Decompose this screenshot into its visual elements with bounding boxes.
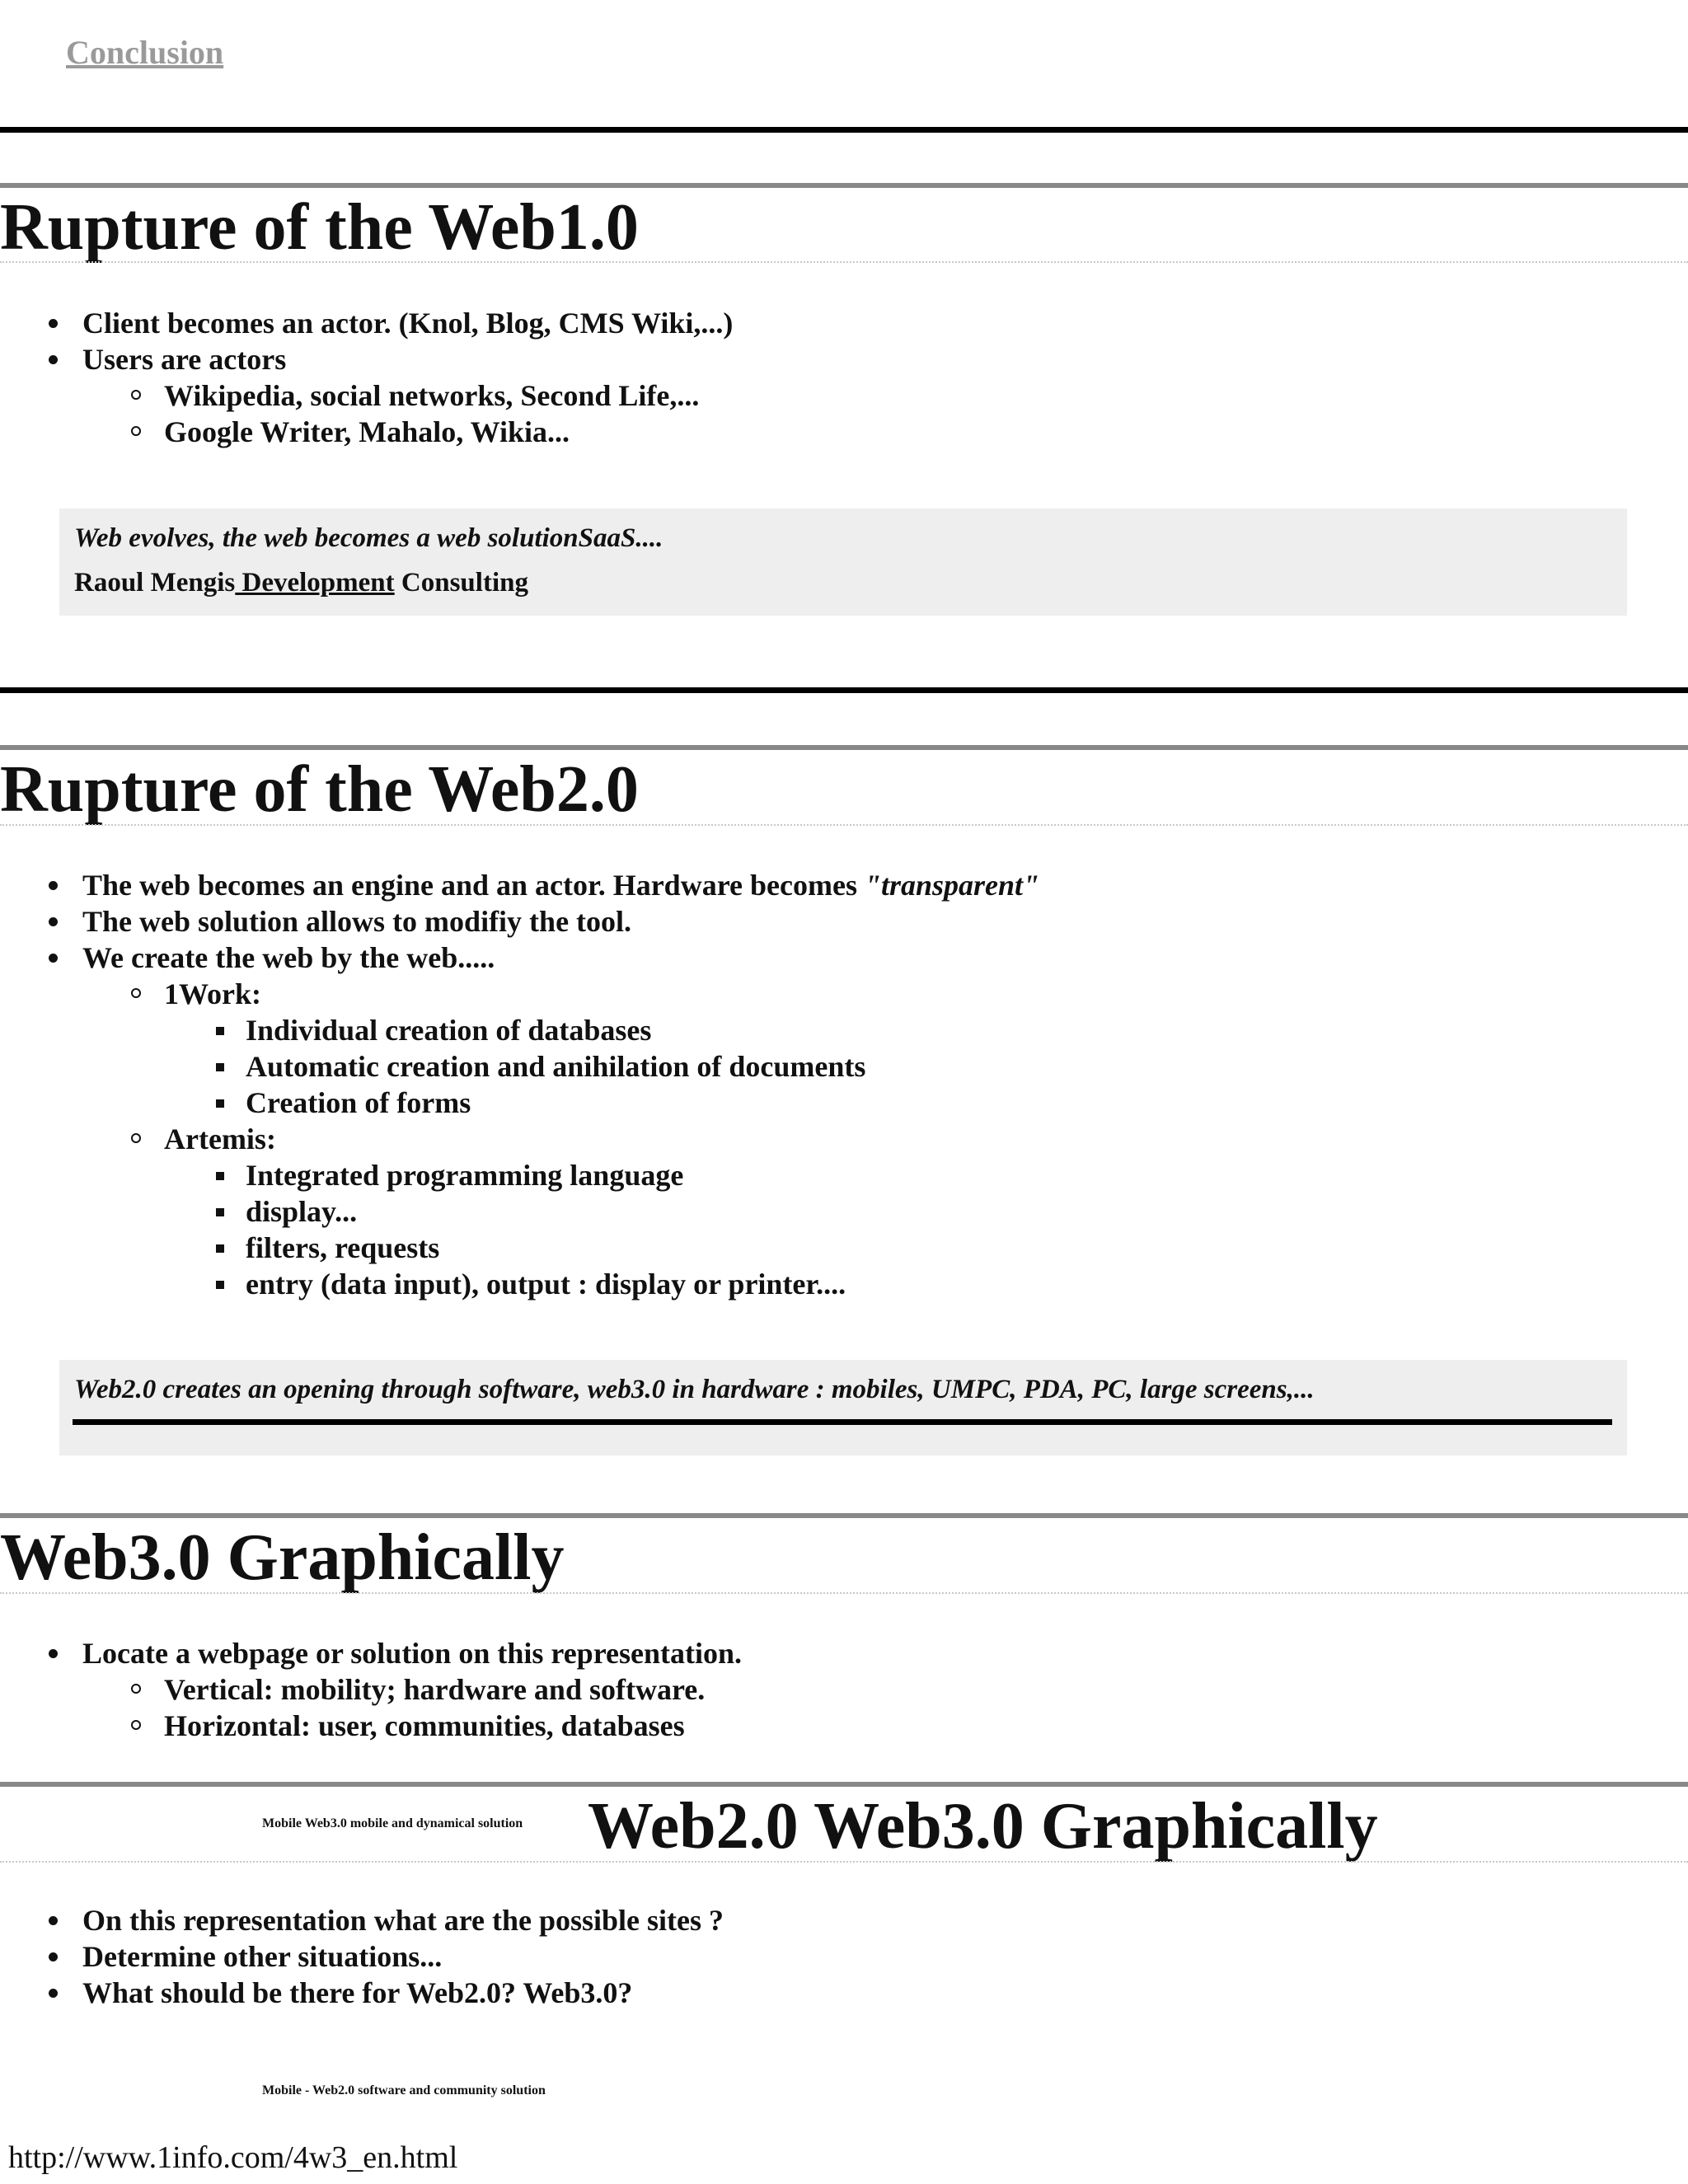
bullet-disc-icon <box>49 954 58 963</box>
heading-top-rule <box>0 183 1688 188</box>
bullet-disc-icon <box>49 1649 58 1658</box>
sub-list-item: Google Writer, Mahalo, Wikia... <box>0 414 1688 450</box>
bullet-disc-icon <box>49 1952 58 1961</box>
sub-sub-list-item: filters, requests <box>0 1230 1688 1266</box>
image-alt-caption: Mobile - Web2.0 software and community solution <box>262 2083 546 2097</box>
blockquote-web2 <box>59 1360 1627 1455</box>
web2-web3-list <box>0 1902 1688 2011</box>
bullet-square-icon <box>216 1281 224 1289</box>
section-divider <box>0 687 1688 693</box>
quote-text: Web2.0 creates an opening through software, web3.0 in hardware : mobiles, UMPC, PDA, PC, large screens,... <box>74 1375 1315 1404</box>
sub-sub-list-item: Creation of forms <box>0 1085 1688 1121</box>
development-link[interactable]: Development <box>235 568 395 598</box>
list-item: Client becomes an actor. (Knol, Blog, CMS Wiki,...) <box>0 305 1688 341</box>
web1-list <box>0 305 1688 450</box>
heading-top-rule <box>0 745 1688 750</box>
section-title-web2: Rupture of the Web2.0 <box>0 753 639 826</box>
heading-bottom-rule <box>0 824 1688 826</box>
bullet-square-icon <box>216 1172 224 1180</box>
image-alt-caption: Mobile Web3.0 mobile and dynamical solution <box>262 1816 523 1830</box>
heading-bottom-rule <box>0 1861 1688 1863</box>
list-item: We create the web by the web..... <box>0 940 1688 976</box>
sub-sub-list-item: entry (data input), output : display or printer.... <box>0 1266 1688 1302</box>
web3-list <box>0 1635 1688 1744</box>
sub-list-item: Vertical: mobility; hardware and software. <box>0 1671 1688 1708</box>
heading-bottom-rule <box>0 261 1688 263</box>
quote-author: Raoul Mengis Development Consulting <box>74 568 528 598</box>
sub-list-item: Wikipedia, social networks, Second Life,... <box>0 377 1688 414</box>
bullet-square-icon <box>216 1099 224 1108</box>
bullet-square-icon <box>216 1027 224 1035</box>
list-item: Locate a webpage or solution on this representation. <box>0 1635 1688 1671</box>
sub-list-item: 1Work: <box>0 976 1688 1012</box>
bullet-circle-icon <box>131 1720 141 1730</box>
section-title-web1: Rupture of the Web1.0 <box>0 191 639 264</box>
bullet-disc-icon <box>49 355 58 364</box>
section-divider <box>0 127 1688 133</box>
conclusion-link[interactable]: Conclusion <box>66 34 224 71</box>
page-url: http://www.1info.com/4w3_en.html <box>8 2140 458 2175</box>
bullet-square-icon <box>216 1244 224 1253</box>
bullet-circle-icon <box>131 1684 141 1694</box>
heading-top-rule <box>0 1513 1688 1518</box>
heading-top-rule <box>0 1782 1688 1787</box>
heading-bottom-rule <box>0 1592 1688 1594</box>
sub-list-item: Horizontal: user, communities, databases <box>0 1708 1688 1744</box>
sub-sub-list-item: Integrated programming language <box>0 1157 1688 1193</box>
sub-sub-list-item: Individual creation of databases <box>0 1012 1688 1048</box>
sub-list-item: Artemis: <box>0 1121 1688 1157</box>
sub-sub-list-item: Automatic creation and anihilation of documents <box>0 1048 1688 1085</box>
section-divider <box>73 1419 1612 1425</box>
bullet-disc-icon <box>49 881 58 890</box>
list-item: What should be there for Web2.0? Web3.0? <box>0 1975 1688 2011</box>
section-title-web2-web3: Web2.0 Web3.0 Graphically <box>588 1790 1378 1863</box>
list-item: Users are actors <box>0 341 1688 377</box>
list-item: On this representation what are the possible sites ? <box>0 1902 1688 1938</box>
web2-list <box>0 867 1688 1302</box>
sub-sub-list-item: display... <box>0 1193 1688 1230</box>
list-item: Determine other situations... <box>0 1938 1688 1975</box>
section-title-web3: Web3.0 Graphically <box>0 1521 565 1594</box>
bullet-disc-icon <box>49 917 58 926</box>
list-item: The web solution allows to modifiy the tool. <box>0 903 1688 940</box>
bullet-disc-icon <box>49 1916 58 1925</box>
bullet-square-icon <box>216 1208 224 1216</box>
bullet-circle-icon <box>131 988 141 998</box>
bullet-circle-icon <box>131 426 141 436</box>
bullet-disc-icon <box>49 1989 58 1998</box>
bullet-square-icon <box>216 1063 224 1071</box>
quote-text: Web evolves, the web becomes a web solutionSaaS.... <box>74 523 663 553</box>
list-item: The web becomes an engine and an actor. Hardware becomes "transparent" <box>0 867 1688 903</box>
bullet-circle-icon <box>131 390 141 400</box>
bullet-disc-icon <box>49 319 58 328</box>
blockquote-web1 <box>59 509 1627 616</box>
bullet-circle-icon <box>131 1133 141 1143</box>
